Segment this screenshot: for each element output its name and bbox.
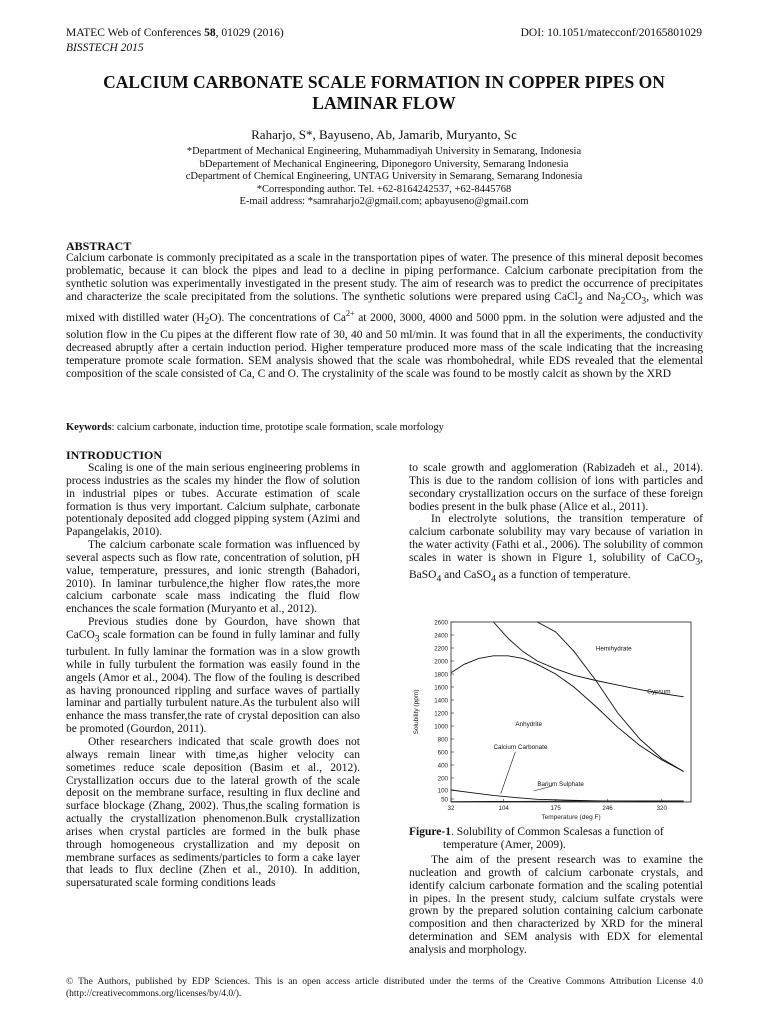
paragraph: Previous studies done by Gourdon, have shown that CaCO$_3$ scale formation can be found in fully laminar and fully turbulent. In fully laminar the formation was in a slow growth while in fully turbulent the formation was easily found in the angels (Amor et al., 2004). The flow of the fouling is described as having pronounced rippling and surface waves of partially laminar and partially turbulent nature.As the turbulent also will enhance the mass transfer,the rate of crystal deposition can also be promoted (Gourdon, 2011). <box>66 616 360 736</box>
author-list: Raharjo, S*, Bayuseno, Ab, Jamarib, Muryanto, Sc <box>251 127 517 142</box>
journal-reference: MATEC Web of Conferences 58, 01029 (2016) <box>66 27 284 39</box>
y-tick-label: 2000 <box>434 658 448 666</box>
right-column-bottom <box>409 854 703 957</box>
introduction-heading: INTRODUCTION <box>66 448 163 462</box>
y-tick-label: 100 <box>437 787 448 795</box>
title-line-2: LAMINAR FLOW <box>312 93 456 113</box>
affiliations <box>80 146 688 209</box>
paragraph: The aim of the present research was to examine the nucleation and growth of calcium carbonate crystals, and identify calcium carbonate formation and the scaling potential in pipes. In the present study, calcium sulfate crystals were grown by the prepared solution containing calcium carbonate composition and then characterized by XRD for the mineral determination and SEM analysis with EDX for elemental analysis and morphology. <box>409 854 703 956</box>
keywords: Keywords: calcium carbonate, induction time, prototipe scale formation, scale morfology <box>66 422 444 433</box>
y-tick-label: 2600 <box>434 619 448 627</box>
curve-label: Hemihydrate <box>595 645 632 653</box>
y-tick-label: 1800 <box>434 671 448 679</box>
y-tick-label: 1400 <box>434 697 448 705</box>
curve-label: Calcium Carbonate <box>493 743 548 751</box>
left-column <box>66 462 360 890</box>
y-tick-label: 800 <box>437 736 448 744</box>
y-tick-label: 600 <box>437 749 448 757</box>
y-tick-label: 2200 <box>434 645 448 653</box>
figure-label: Figure-1 <box>409 826 451 838</box>
conference-name: BISSTECH 2015 <box>66 42 144 54</box>
y-tick-label: 2400 <box>434 632 448 640</box>
affiliation-line: bDepartement of Mechanical Engineering, Diponegoro University, Semarang Indonesia <box>199 158 569 170</box>
curve-label: Anhydrite <box>515 721 542 728</box>
affiliation-line: cDepartment of Chemical Engineering, UNTAG University in Semarang, Semarang Indonesia <box>185 171 583 182</box>
figure-caption: Figure-1. Solubility of Common Scalesas a function of temperature (Amer, 2009). <box>409 826 703 852</box>
y-tick-label: 50 <box>441 796 448 804</box>
paragraph: In electrolyte solutions, the transition temperature of calcium carbonate solubility may vary because of variation in the water activity (Fathi et al., 2006). The solubility of common scales in water is shown in Figure 1, solubility of CaCO$_3$, BaSO$_4$ and CaSO$_4$ as a function of temperature. <box>409 513 703 585</box>
right-column-top <box>409 462 703 586</box>
license-footer: © The Authors, published by EDP Sciences. This is an open access article distributed under the terms of the Creative Commons Attribution License 4.0 (http://creativecommons.org/licenses/by/4.0/). <box>66 977 703 999</box>
curve-label: Barium Sulphate <box>537 781 584 788</box>
paragraph: to scale growth and agglomeration (Rabizadeh et al., 2014). This is due to the random collision of ions with particles and secondary crystallization occurs on the surface of these foreign bodies present in the bulk phase (Alice et al., 2011). <box>409 462 703 513</box>
y-tick-label: 1200 <box>434 710 448 718</box>
figure-caption-line-2: temperature (Amer, 2009). <box>443 839 566 851</box>
y-tick-label: 200 <box>437 775 448 783</box>
curve-label: Gypsum <box>647 688 671 696</box>
x-tick-label: 104 <box>498 805 509 812</box>
corresponding-author: *Corresponding author. Tel. +62-8164242537, +62-8445768 <box>256 183 512 195</box>
email-addresses: E-mail address: *samraharjo2@gmail.com; apbayuseno@gmail.com <box>239 196 529 207</box>
keywords-label: Keywords <box>66 422 112 433</box>
y-tick-label: 1000 <box>434 723 448 731</box>
paragraph: Scaling is one of the main serious engineering problems in process industries as the scales my hinder the flow of solution in industrial pipes or tubes. Accurate estimation of scale formation is thus very important. Calcium sulphate, carbonate potentionaly deposited add clogged pipping system (Azimi and Papangelakis, 2010). <box>66 462 360 539</box>
paper-title <box>60 72 708 114</box>
x-tick-label: 32 <box>447 805 455 812</box>
abstract-heading: ABSTRACT <box>66 239 132 253</box>
x-tick-label: 175 <box>550 805 561 812</box>
y-tick-label: 400 <box>437 762 448 770</box>
x-tick-label: 320 <box>656 805 667 812</box>
y-tick-label: 1600 <box>434 684 448 692</box>
paragraph: The calcium carbonate scale formation was influenced by several aspects such as flow rate, concentration of solution, pH value, temperature, pressures, and ionic strength (Bahadori, 2010). In laminar turbulence,the higher flow rates,the more calcium carbonate scale mass indicating the fluid flow enchances the scale formation (Muryanto et al., 2012). <box>66 539 360 616</box>
paragraph: Other researchers indicated that scale growth does not always remain linear with time,as higher velocity can sometimes reduce scale deposition (Basim et al., 2012). Crystallization occurs due to the lateral growth of the scale deposit on the membrane surface, resulting in flux decline and surface blockage (Zhang, 2002). Thus,the scaling formation is actually the crystallization phenomenon.Bulk crystallization arises when crystal particles are formed in the bulk phase through homogeneous crystallization and my deposit on membrane surfaces as sediments/particles to form a cake layer that leads to flux decline (Zhen et al., 2010). In addition, supersaturated scale forming conditions leads <box>66 736 360 890</box>
affiliation-line: *Department of Mechanical Engineering, Muhammadiyah University in Semarang, Indonesia <box>186 146 582 157</box>
abstract-text: Calcium carbonate is commonly precipitated as a scale in the transportation pipes of water. The presence of this mineral deposit becomes problematic, because it can block the pipes and lead to a decline in piping performance. Calcium carbonate precipitation from the synthetic solution was experimentally investigated in the present study. The aim of research was to predict the occurrence of precipitates and characterize the scale precipitated from the solutions. The synthetic solutions were prepared using CaCl$_2$ and $Na_2CO_3$, which was mixed with distilled water $(H_2O)$. The concentrations of $Ca^{2+}$ at 2000, 3000, 4000 and 5000 ppm. in the solution were adjusted and the solution flow in the Cu pipes at the different flow rate of 30, 40 and 50 ml/min. It was found that in all the experiments, the conductivity decreased abruptly after a certain induction period. Higher temperature produced more mass of the scale indicating that the increasing temperature promote scale formation. SEM analysis showed that the scale was rhombohedral, while EDS revealed that the elemental composition of the scale consisted of Ca, C and O. The crystalinity of the scale was found to be mostly calcit as shown by the XRD <box>66 252 704 380</box>
solubility-chart <box>409 616 697 821</box>
x-axis-label: Temperature (deg F) <box>541 814 601 821</box>
x-tick-label: 246 <box>602 805 613 812</box>
doi[interactable]: DOI: 10.1051/matecconf/20165801029 <box>520 27 702 39</box>
y-axis-label: Solubility (ppm) <box>413 689 420 735</box>
title-line-1: CALCIUM CARBONATE SCALE FORMATION IN COPPER PIPES ON <box>103 72 665 92</box>
